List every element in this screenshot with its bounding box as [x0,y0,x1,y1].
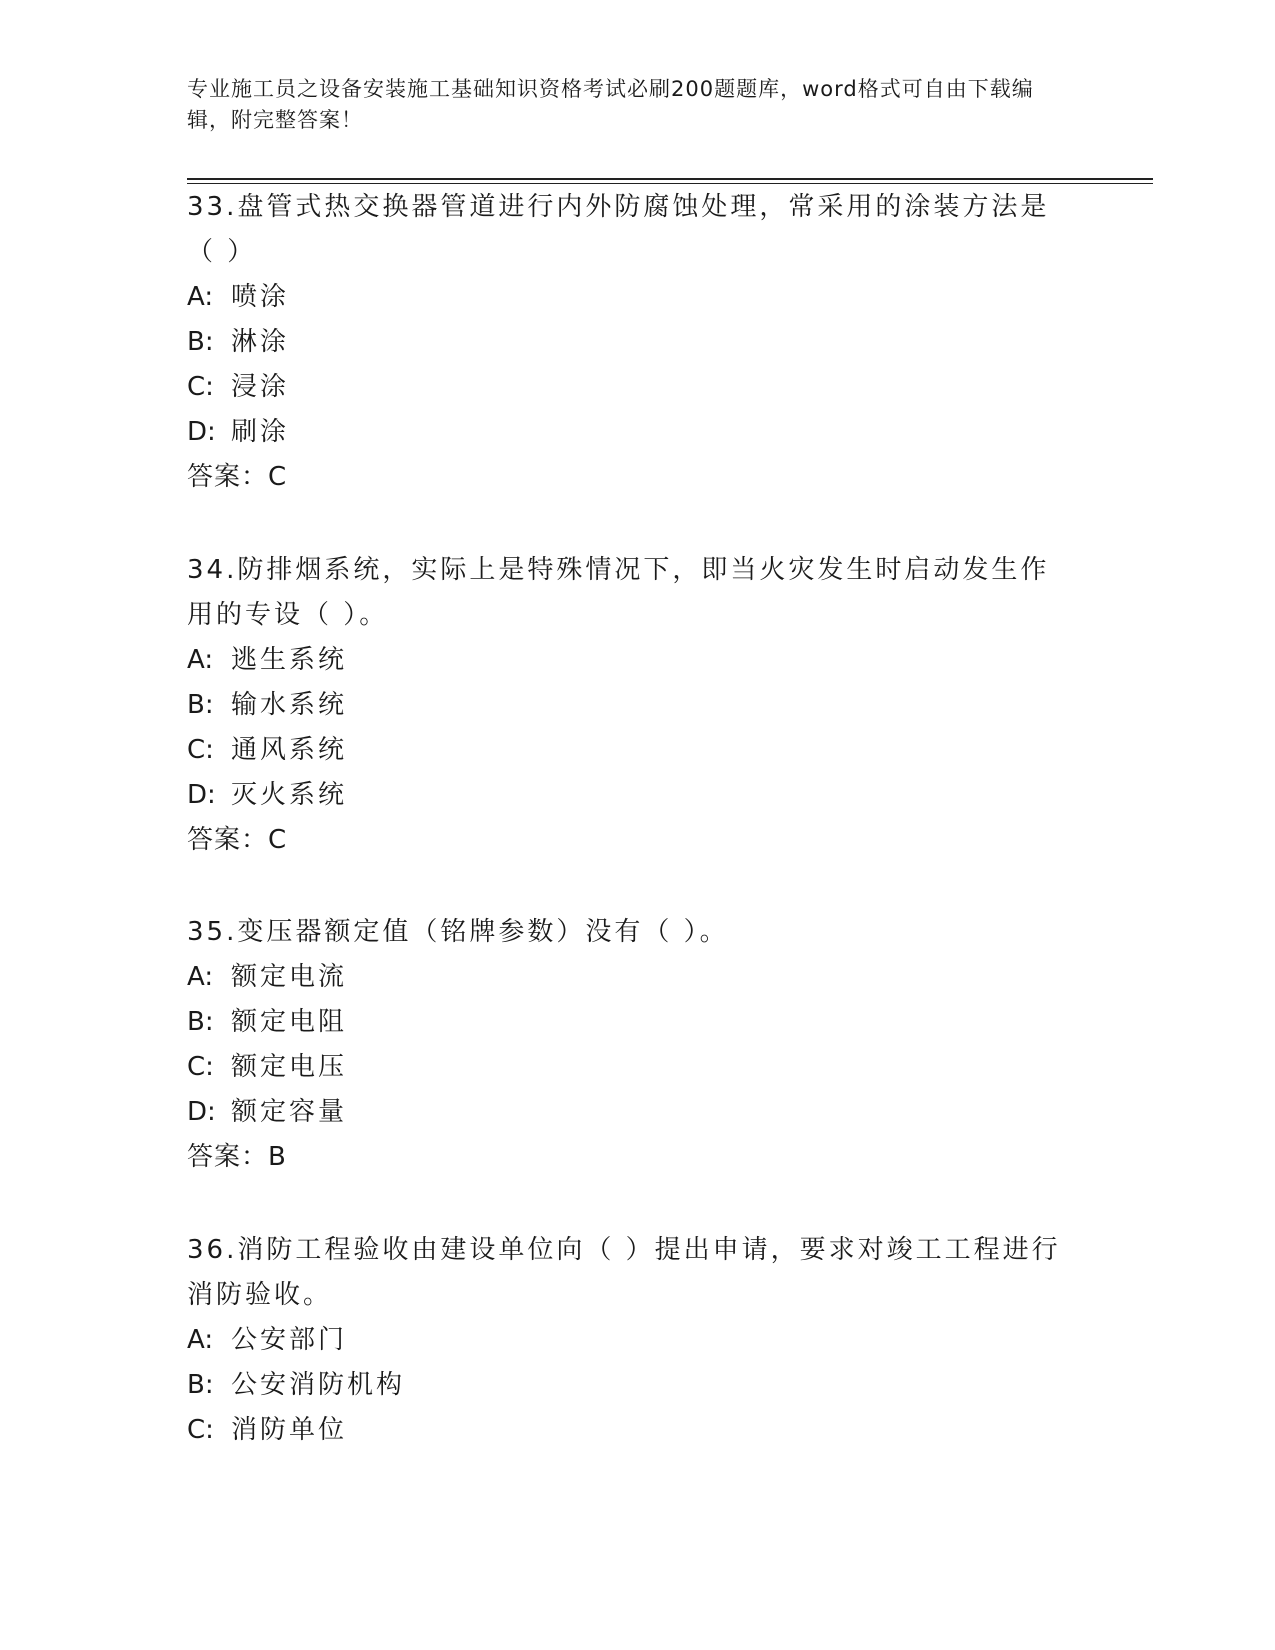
option-b [187,1000,1067,1045]
option-b [187,683,1067,728]
option-text: 公安消防机构 [231,1370,406,1400]
answer-label: 答案： [187,462,269,492]
header-rule-thin [187,183,1153,184]
option-text: 逃生系统 [231,645,348,675]
option-b [187,320,1067,365]
option-letter: C: [187,1052,214,1082]
option-letter: C: [187,372,214,402]
question-35 [187,910,1067,1180]
answer-value: B [268,1142,286,1172]
option-text: 刷涂 [231,417,290,447]
option-text: 额定电流 [231,962,348,992]
option-c [187,1045,1067,1090]
option-letter: D: [187,780,216,810]
option-letter: A: [187,645,214,675]
option-d [187,410,1067,455]
option-text: 公安部门 [231,1325,348,1355]
answer-value: C [268,462,287,492]
option-text: 灭火系统 [231,780,348,810]
answer-line [187,818,1067,863]
question-34 [187,548,1067,863]
option-text: 喷涂 [231,282,290,312]
option-letter: C: [187,1415,214,1445]
option-letter: B: [187,1007,214,1037]
option-d [187,773,1067,818]
option-letter: D: [187,1097,216,1127]
option-a [187,275,1067,320]
option-letter: B: [187,327,214,357]
question-stem: 34.防排烟系统，实际上是特殊情况下，即当火灾发生时启动发生作用的专设（ ）。 [187,555,1050,630]
answer-line [187,455,1067,500]
option-text: 浸涂 [231,372,290,402]
document-header: 专业施工员之设备安装施工基础知识资格考试必刷200题题库，word格式可自由下载编辑，附完整答案！ [187,77,1034,132]
option-c [187,728,1067,773]
option-text: 通风系统 [231,735,348,765]
option-text: 额定容量 [231,1097,348,1127]
option-c [187,1408,1067,1453]
question-stem: 33.盘管式热交换器管道进行内外防腐蚀处理，常采用的涂装方法是（ ） [187,192,1050,267]
option-a [187,955,1067,1000]
option-letter: B: [187,690,214,720]
question-33 [187,185,1067,500]
option-letter: C: [187,735,214,765]
option-c [187,365,1067,410]
option-text: 输水系统 [231,690,348,720]
question-stem: 36.消防工程验收由建设单位向（ ）提出申请，要求对竣工工程进行消防验收。 [187,1235,1061,1310]
answer-value: C [268,825,287,855]
option-d [187,1090,1067,1135]
option-text: 额定电压 [231,1052,348,1082]
option-text: 消防单位 [231,1415,348,1445]
answer-label: 答案： [187,825,269,855]
answer-label: 答案： [187,1142,269,1172]
option-b [187,1363,1067,1408]
option-letter: D: [187,417,216,447]
question-36 [187,1228,1067,1453]
option-letter: A: [187,282,214,312]
question-stem: 35.变压器额定值（铭牌参数）没有（ ）。 [187,917,729,947]
option-letter: A: [187,1325,214,1355]
option-a [187,638,1067,683]
header-rule-thick [187,178,1153,180]
option-text: 淋涂 [231,327,290,357]
option-letter: B: [187,1370,214,1400]
option-text: 额定电阻 [231,1007,348,1037]
option-a [187,1318,1067,1363]
answer-line [187,1135,1067,1180]
option-letter: A: [187,962,214,992]
